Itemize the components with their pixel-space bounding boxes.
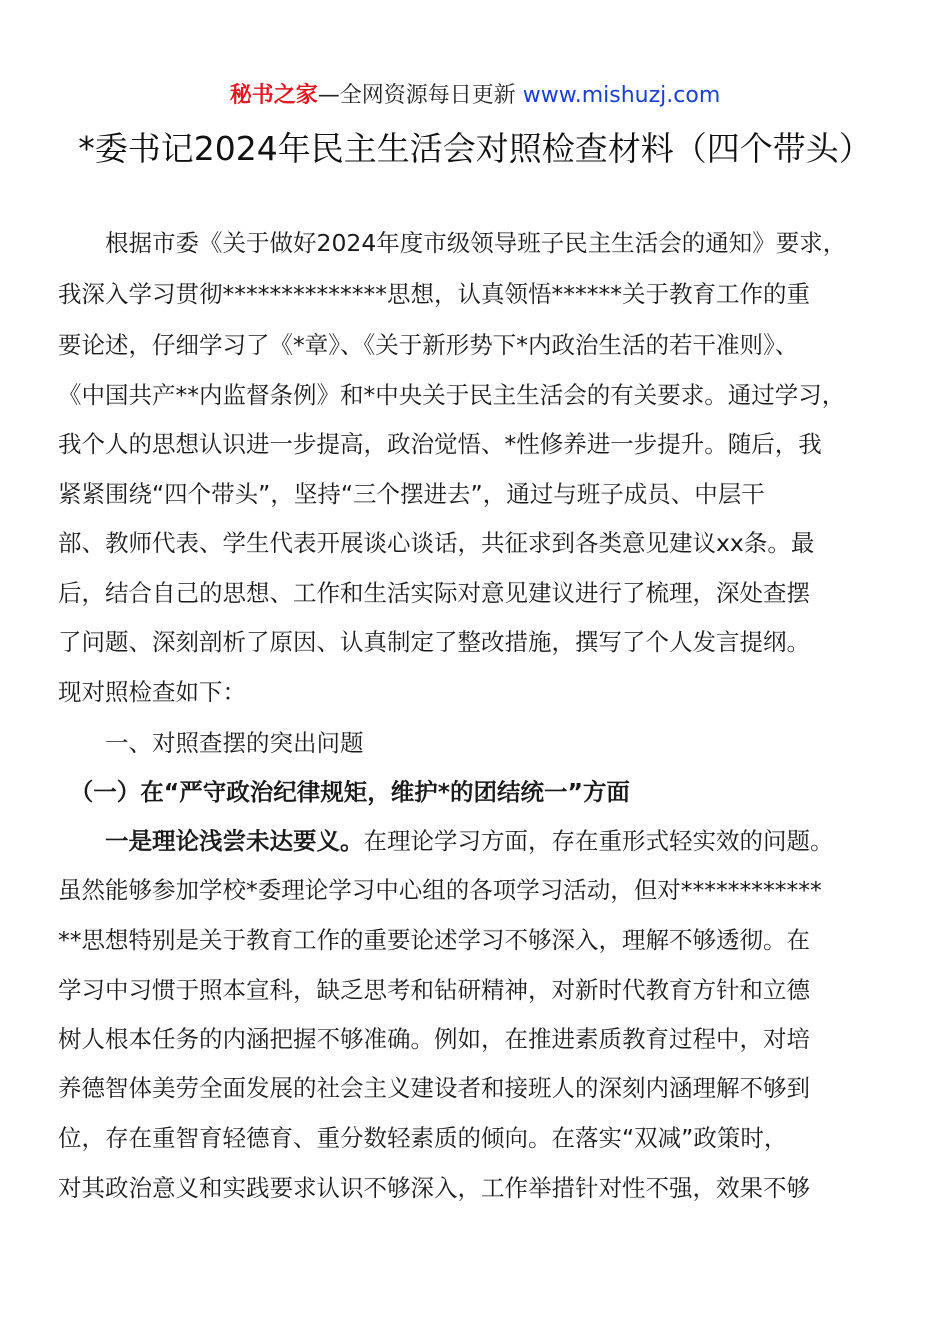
- body-line: 紧紧围绕“四个带头”，坚持“三个摆进去”，通过与班子成员、中层干: [58, 480, 765, 508]
- body-line: 位，存在重智育轻德育、重分数轻素质的倾向。在落实“双减”政策时，: [58, 1124, 788, 1152]
- body-line: [58, 816, 918, 866]
- point-lead: 一是理论浅尝未达要义。: [58, 827, 364, 855]
- body-line: 要论述，仔细学习了《*章》、《关于新形势下*内政治生活的若干准则》、: [58, 331, 799, 359]
- site-tagline: —全网资源每日更新: [317, 83, 523, 108]
- body-line: 现对照检查如下：: [58, 678, 246, 706]
- site-url[interactable]: www.mishuzj.com: [522, 83, 721, 108]
- body-line: 我深入学习贯彻**************思想，认真领悟******关于教育工作的重: [58, 280, 810, 308]
- body-line: 养德智体美劳全面发展的社会主义建设者和接班人的深刻内涵理解不够到: [58, 1074, 810, 1102]
- body-line: 后，结合自己的思想、工作和生活实际对意见建议进行了梳理，深处查摆: [58, 579, 810, 607]
- body-line: 对其政治意义和实践要求认识不够深入，工作举措针对性不强，效果不够: [58, 1174, 810, 1202]
- section-heading: 一、对照查摆的突出问题: [58, 729, 364, 757]
- body-line: 《中国共产**内监督条例》和*中央关于民主生活会的有关要求。通过学习，: [58, 381, 846, 409]
- body-line: 树人根本任务的内涵把握不够准确。例如，在推进素质教育过程中，对培: [58, 1025, 810, 1053]
- point-text: 在理论学习方面，存在重形式轻实效的问题。: [363, 827, 834, 855]
- body-line: 虽然能够参加学校*委理论学习中心组的各项学习活动，但对************: [58, 876, 822, 904]
- subsection-heading: （一）在“严守政治纪律规矩，维护*的团结统一”方面: [58, 778, 630, 806]
- body-line: 学习中习惯于照本宣科，缺乏思考和钻研精神，对新时代教育方针和立德: [58, 976, 810, 1004]
- site-header: [0, 80, 950, 112]
- site-brand: 秘书之家: [229, 83, 318, 108]
- body-line: 我个人的思想认识进一步提高，政治觉悟、*性修养进一步提升。随后，我: [58, 430, 822, 458]
- body-line: 了问题、深刻剖析了原因、认真制定了整改措施，撰写了个人发言提纲。: [58, 628, 810, 656]
- body-line: **思想特别是关于教育工作的重要论述学习不够深入，理解不够透彻。在: [58, 926, 810, 954]
- body-line: 部、教师代表、学生代表开展谈心谈话，共征求到各类意见建议xx条。最: [58, 529, 815, 557]
- document-title: *委书记2024年民主生活会对照检查材料（四个带头）: [78, 129, 872, 168]
- body-line: 根据市委《关于做好2024年度市级领导班子民主生活会的通知》要求，: [58, 229, 847, 257]
